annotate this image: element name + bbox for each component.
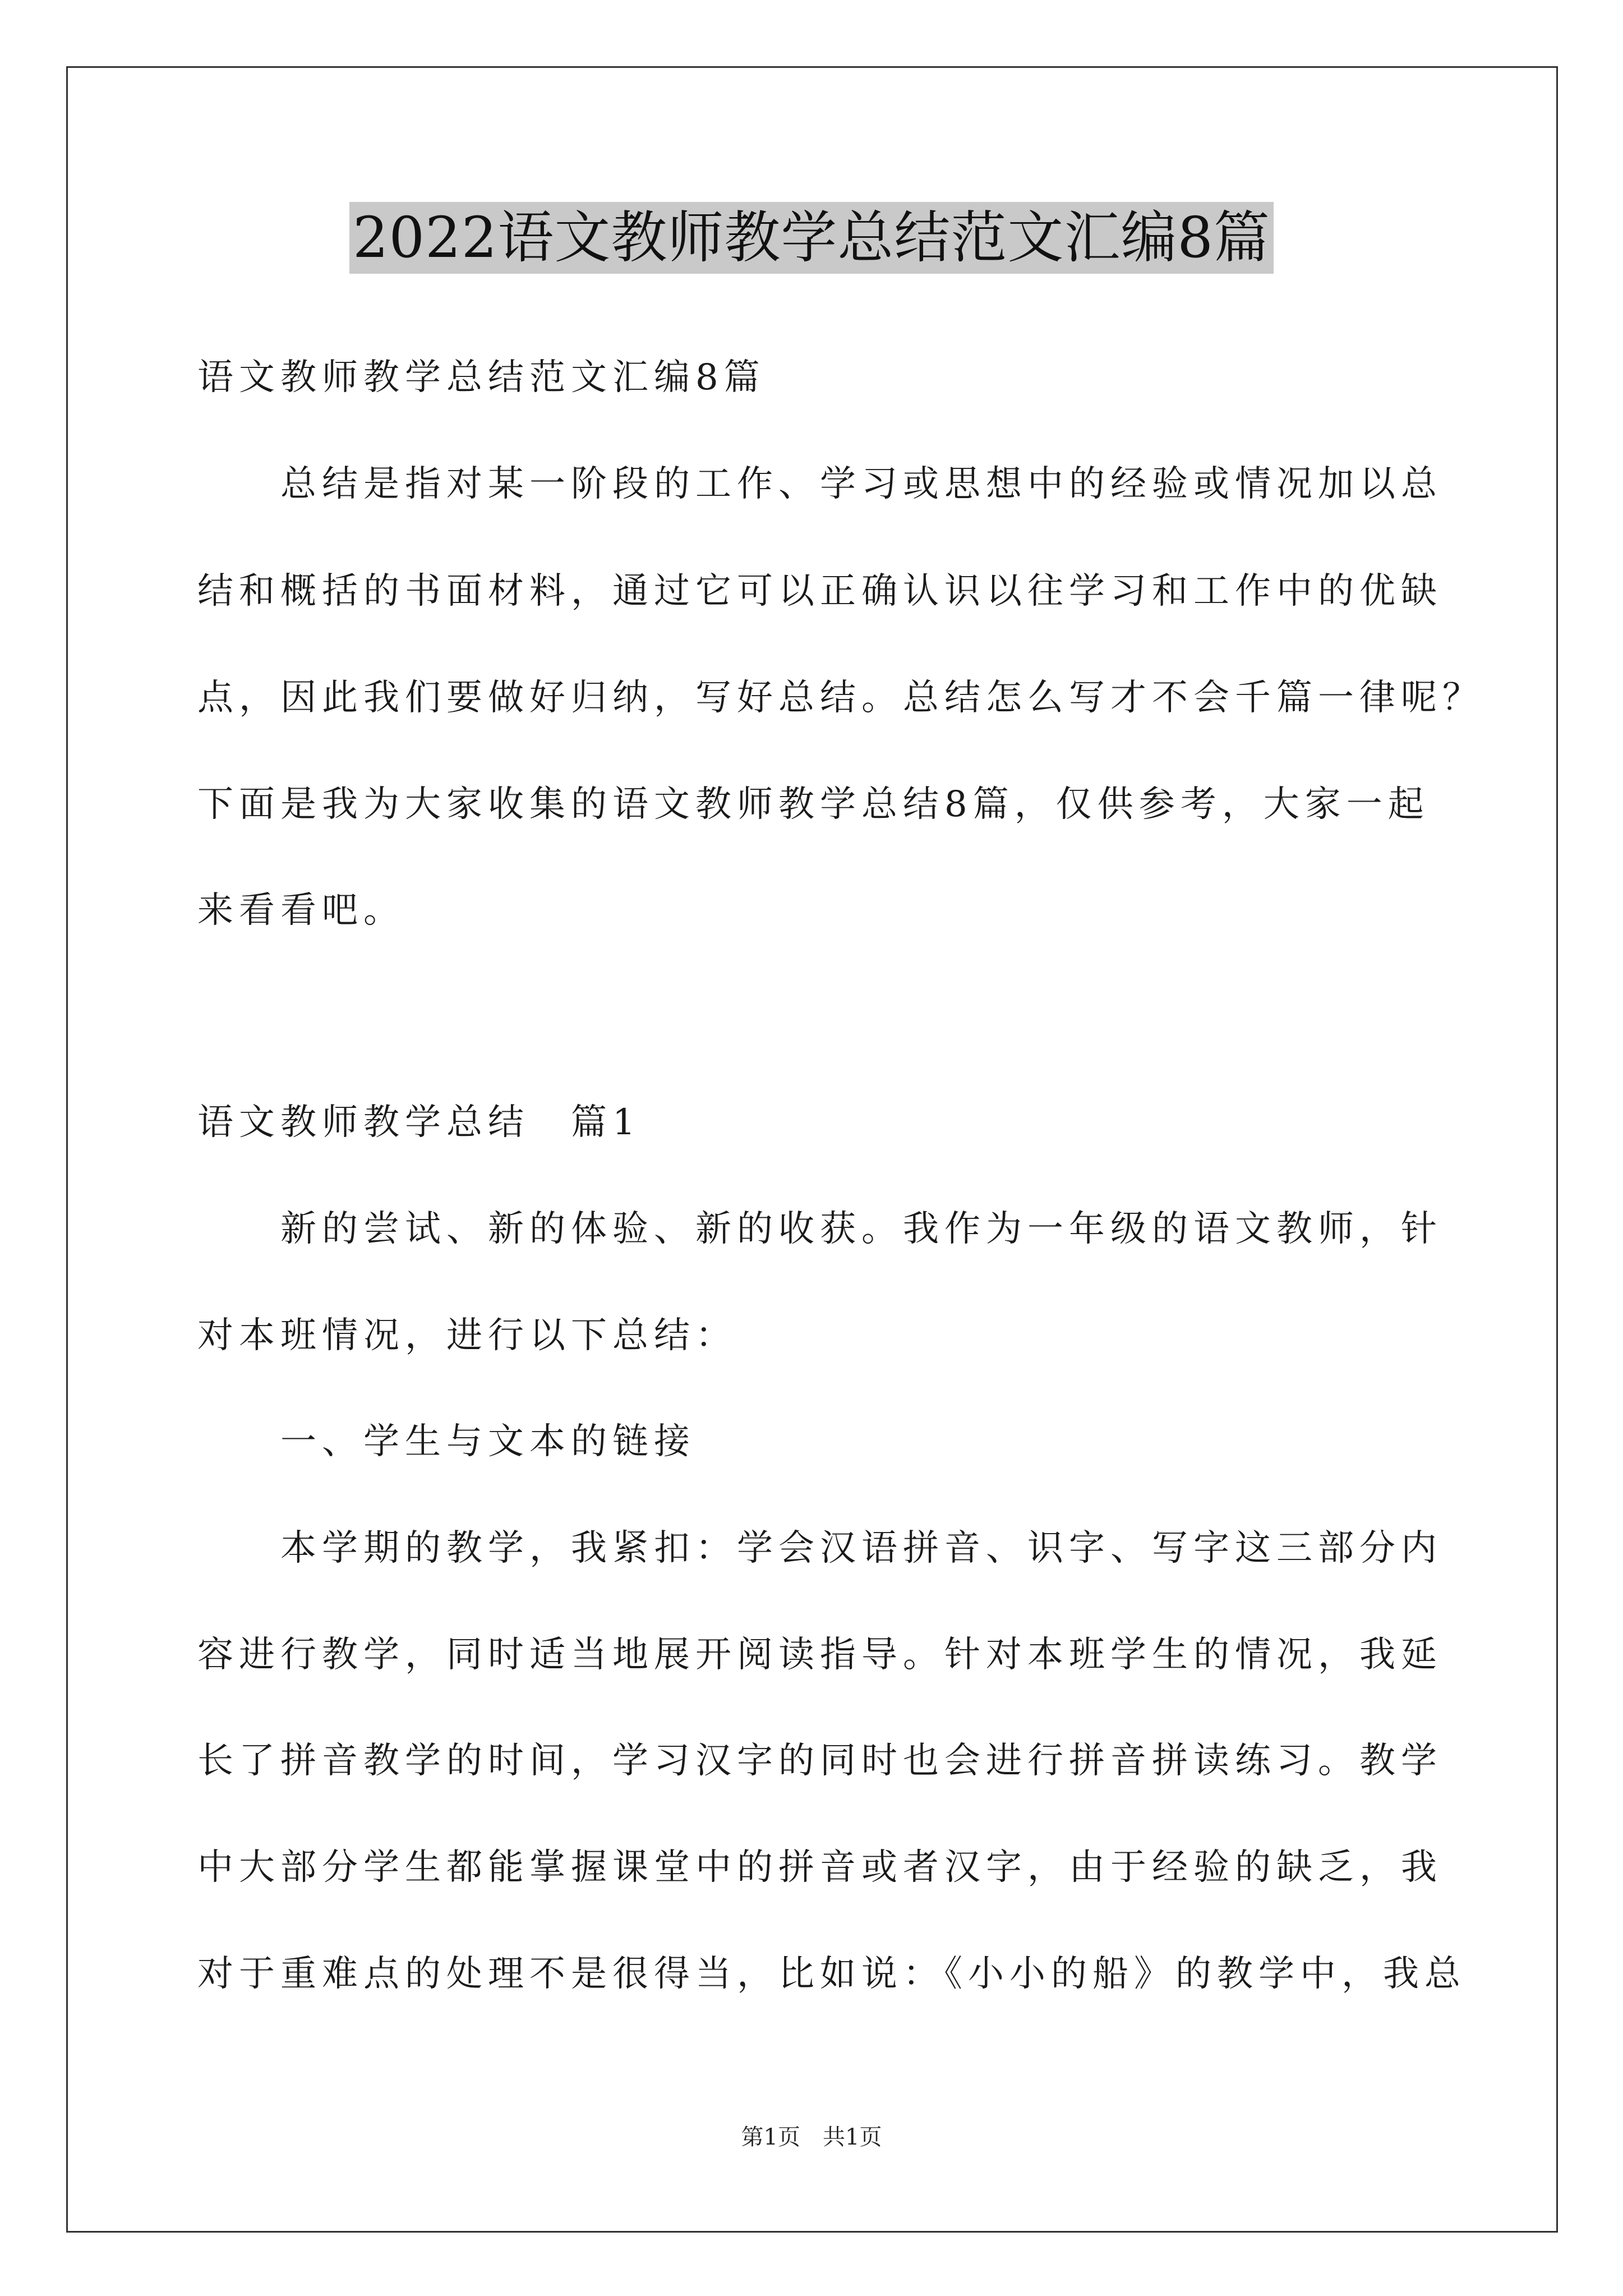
document-title: 2022语文教师教学总结范文汇编8篇 bbox=[349, 202, 1274, 274]
intro-line-3: 点，因此我们要做好归纳，写好总结。总结怎么写才不会千篇一律呢？ bbox=[197, 677, 1484, 719]
section-heading: 语文教师教学总结 篇1 bbox=[197, 1102, 641, 1143]
section-line-7: 中大部分学生都能掌握课堂中的拼音或者汉字，由于经验的缺乏，我 bbox=[197, 1847, 1442, 1888]
document-subtitle: 语文教师教学总结范文汇编8篇 bbox=[197, 357, 766, 398]
intro-line-1: 总结是指对某一阶段的工作、学习或思想中的经验或情况加以总 bbox=[280, 463, 1442, 505]
section-line-6: 长了拼音教学的时间，学习汉字的同时也会进行拼音拼读练习。教学 bbox=[197, 1740, 1442, 1782]
intro-line-5: 来看看吧。 bbox=[197, 890, 405, 931]
section-line-4: 本学期的教学，我紧扣：学会汉语拼音、识字、写字这三部分内 bbox=[280, 1527, 1442, 1569]
title-container bbox=[0, 202, 1623, 274]
page-number-total: 共1页 bbox=[823, 2124, 882, 2150]
section-line-1: 新的尝试、新的体验、新的收获。我作为一年级的语文教师，针 bbox=[280, 1208, 1442, 1250]
section-line-8: 对于重难点的处理不是很得当，比如说：《小小的船》的教学中，我总 bbox=[197, 1953, 1466, 1995]
intro-line-2: 结和概括的书面材料，通过它可以正确认识以往学习和工作中的优缺 bbox=[197, 570, 1442, 612]
page-number-current: 第1页 bbox=[741, 2124, 800, 2150]
section-line-5: 容进行教学，同时适当地展开阅读指导。针对本班学生的情况，我延 bbox=[197, 1634, 1442, 1676]
page-footer bbox=[0, 2122, 1623, 2153]
section-line-2: 对本班情况，进行以下总结： bbox=[197, 1315, 737, 1356]
section-subheading: 一、学生与文本的链接 bbox=[280, 1421, 695, 1462]
intro-line-4: 下面是我为大家收集的语文教师教学总结8篇，仅供参考，大家一起 bbox=[197, 784, 1430, 825]
